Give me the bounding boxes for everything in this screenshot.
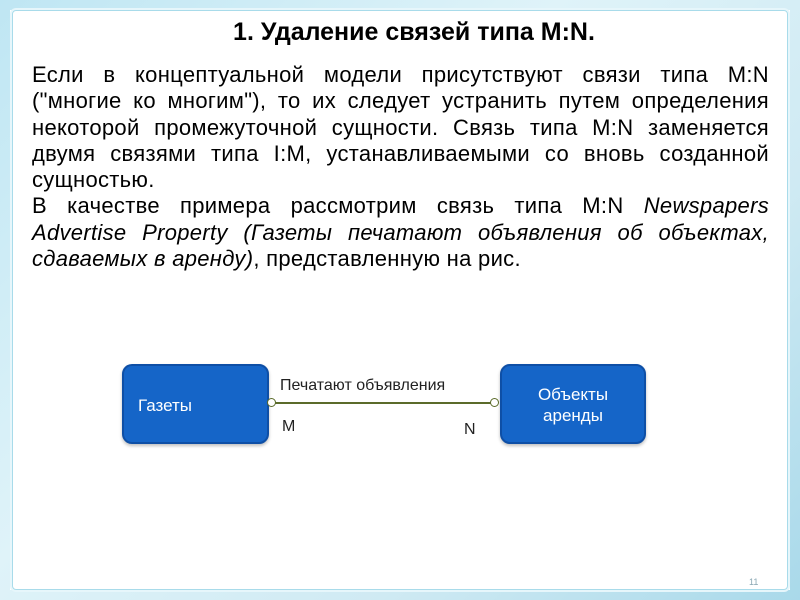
entity-newspapers-label: Газеты	[138, 396, 193, 415]
entity-property-label	[502, 384, 644, 426]
relationship-end-right	[490, 398, 499, 407]
relationship-end-left	[267, 398, 276, 407]
relationship-line	[273, 402, 496, 404]
relationship-label: Печатают объявления	[280, 377, 446, 394]
paragraph-2-tail: , представленную на рис.	[253, 246, 521, 272]
entity-newspapers	[122, 364, 269, 444]
paragraph-2-lead: В качестве примера рассмотрим связь типа M:N	[32, 193, 644, 219]
page-number: 11	[749, 577, 759, 587]
cardinality-left: M	[282, 418, 296, 435]
entity-property-label-line1: Объекты	[537, 385, 609, 404]
slide-body	[32, 62, 769, 272]
paragraph-2-italic: Newspapers Advertise Property (Газеты печатают объявления об объектах, сдаваемых в аренду)	[32, 193, 769, 272]
paragraph-2	[32, 193, 769, 272]
entity-property	[500, 364, 646, 444]
slide-title: 1. Удаление связей типа M:N.	[233, 18, 595, 46]
cardinality-right: N	[464, 421, 476, 438]
entity-property-label-line2: аренды	[543, 406, 603, 425]
paragraph-1: Если в концептуальной модели присутствуют связи типа M:N ("многие ко многим"), то их следует устранить путем определения некоторой промежуточной сущности. Связь типа M:N заменяется двумя связями типа I:M, устанавливаемыми со вновь созданной сущностью.	[32, 62, 769, 193]
